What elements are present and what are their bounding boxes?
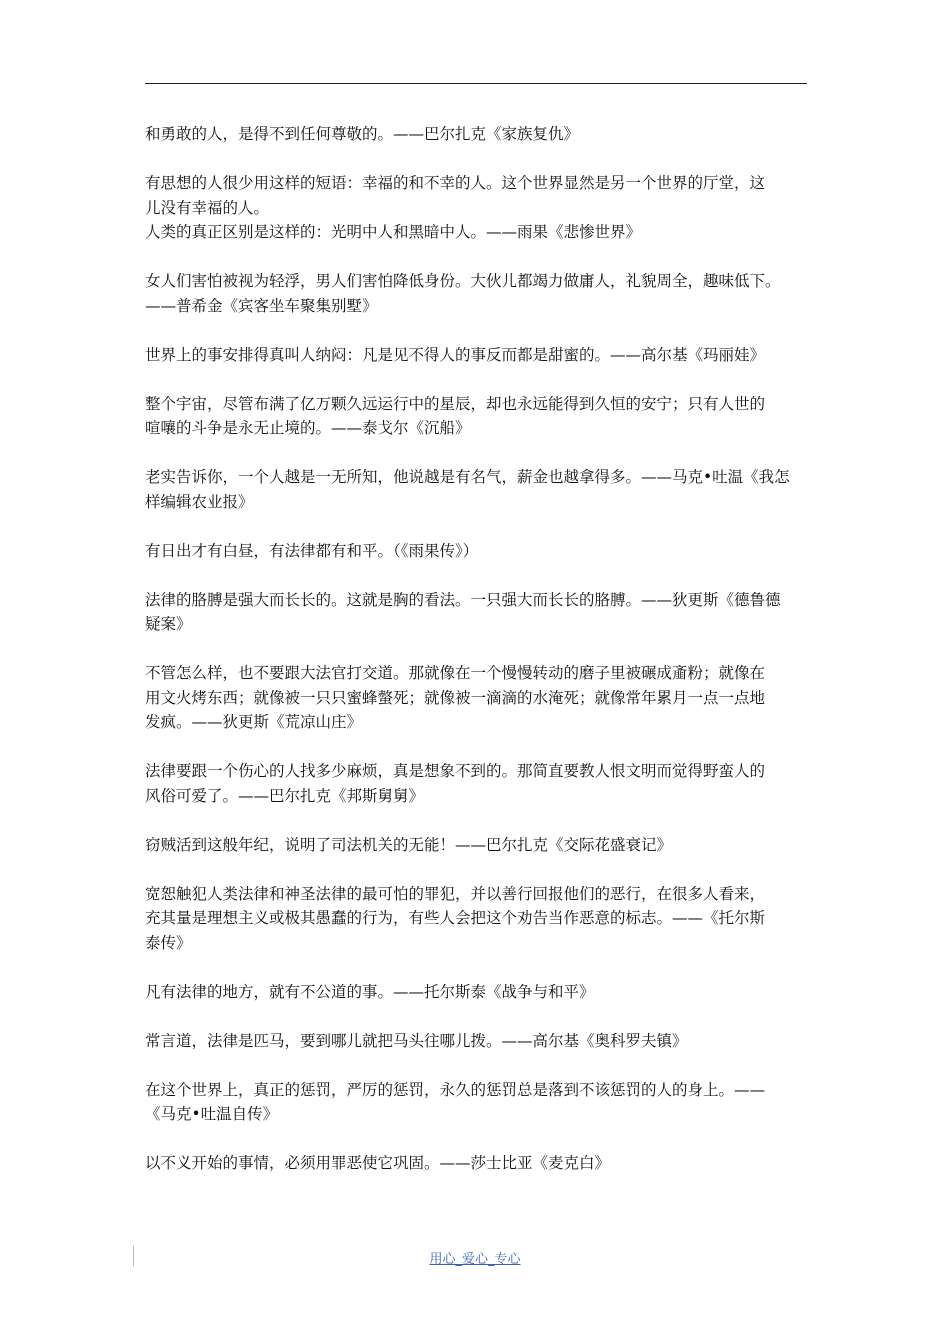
text-line: 儿没有幸福的人。 bbox=[145, 198, 270, 217]
quote-paragraph bbox=[145, 759, 807, 808]
quote-paragraph bbox=[145, 392, 807, 441]
quote-paragraph bbox=[145, 465, 807, 514]
text-line: 泰传》 bbox=[145, 933, 192, 952]
quote-paragraph bbox=[145, 171, 807, 220]
text-line: 凡有法律的地方，就有不公道的事。——托尔斯泰《战争与和平》 bbox=[145, 982, 595, 1001]
quote-paragraph bbox=[145, 220, 807, 245]
text-line: 法律要跟一个伤心的人找多少麻烦，真是想象不到的。那简直要教人恨文明而觉得野蛮人的 bbox=[145, 762, 766, 780]
text-line: 发疯。——狄更斯《荒凉山庄》 bbox=[145, 713, 363, 731]
text-line: 样编辑农业报》 bbox=[145, 492, 254, 511]
quote-paragraph bbox=[145, 269, 807, 318]
text-line: 疑案》 bbox=[145, 615, 192, 633]
text-line: 在这个世界上，真正的惩罚，严厉的惩罚，永久的惩罚总是落到不该惩罚的人的身上。—— bbox=[145, 1080, 766, 1099]
text-line: 常言道，法律是匹马，要到哪儿就把马头往哪儿拨。——高尔基《奥科罗夫镇》 bbox=[145, 1031, 688, 1050]
text-line: 充其量是理想主义或极其愚蠢的行为，有些人会把这个劝告当作恶意的标志。——《托尔斯 bbox=[145, 909, 766, 927]
text-line: 世界上的事安排得真叫人纳闷：凡是见不得人的事反而都是甜蜜的。——高尔基《玛丽娃》 bbox=[145, 345, 766, 364]
text-line: ——普希金《宾客坐车聚集别墅》 bbox=[145, 296, 378, 315]
footer-text: 用心_爱心_专心 bbox=[429, 1252, 521, 1267]
text-line: 宽恕触犯人类法律和神圣法律的最可怕的罪犯，并以善行回报他们的恶行，在很多人看来， bbox=[145, 884, 766, 903]
text-line: 有思想的人很少用这样的短语：幸福的和不幸的人。这个世界显然是另一个世界的厅堂，这 bbox=[145, 174, 766, 192]
quote-paragraph bbox=[145, 980, 807, 1005]
document-body bbox=[145, 122, 807, 1200]
quote-paragraph bbox=[145, 882, 807, 956]
quote-paragraph bbox=[145, 343, 807, 368]
text-line: 窃贼活到这般年纪，说明了司法机关的无能！——巴尔扎克《交际花盛衰记》 bbox=[145, 835, 673, 854]
quote-paragraph bbox=[145, 661, 807, 735]
quote-paragraph bbox=[145, 1078, 807, 1127]
quote-paragraph bbox=[145, 833, 807, 858]
text-line: 用文火烤东西；就像被一只只蜜蜂螫死；就像被一滴滴的水淹死；就像常年累月一点一点地 bbox=[145, 688, 766, 707]
text-line: 老实告诉你，一个人越是一无所知，他说越是有名气，薪金也越拿得多。——马克•吐温《我怎 bbox=[145, 468, 790, 486]
text-line: 喧嚷的斗争是永无止境的。——泰戈尔《沉船》 bbox=[145, 419, 471, 437]
text-line: 风俗可爱了。——巴尔扎克《邦斯舅舅》 bbox=[145, 786, 425, 805]
text-line: 和勇敢的人，是得不到任何尊敬的。——巴尔扎克《家族复仇》 bbox=[145, 125, 580, 143]
text-line: 不管怎么样，也不要跟大法官打交道。那就像在一个慢慢转动的磨子里被碾成齑粉；就像在 bbox=[145, 664, 766, 682]
text-line: 法律的胳膊是强大而长长的。这就是胸的看法。一只强大而长长的胳膊。——狄更斯《德鲁德 bbox=[145, 590, 781, 609]
quote-paragraph bbox=[145, 539, 807, 564]
text-line: 《马克•吐温自传》 bbox=[145, 1105, 279, 1123]
text-line: 以不义开始的事情，必须用罪恶使它巩固。——莎士比亚《麦克白》 bbox=[145, 1154, 611, 1172]
header-rule bbox=[145, 83, 807, 84]
quote-paragraph bbox=[145, 122, 807, 147]
quote-paragraph bbox=[145, 1151, 807, 1176]
quote-paragraph bbox=[145, 588, 807, 637]
quote-paragraph bbox=[145, 1029, 807, 1054]
text-line: 整个宇宙，尽管布满了亿万颗久远运行中的星辰，却也永远能得到久恒的安宁；只有人世的 bbox=[145, 394, 766, 413]
text-line: 女人们害怕被视为轻浮，男人们害怕降低身份。大伙儿都竭力做庸人，礼貌周全，趣味低下。 bbox=[145, 272, 781, 290]
text-line: 有日出才有白昼，有法律都有和平。（《雨果传》） bbox=[145, 541, 479, 560]
text-line: 人类的真正区别是这样的：光明中人和黑暗中人。——雨果《悲惨世界》 bbox=[145, 223, 642, 241]
